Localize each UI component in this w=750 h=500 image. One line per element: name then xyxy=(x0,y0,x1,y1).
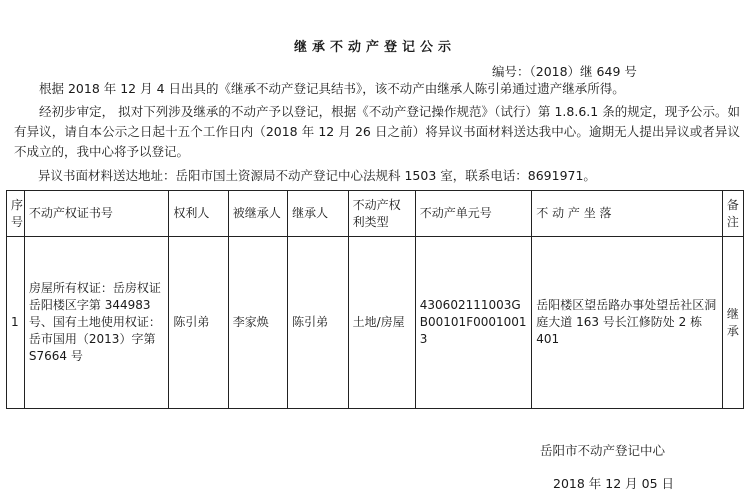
table-header-row xyxy=(7,191,744,237)
paragraph-address: 异议书面材料送达地址：岳阳市国土资源局不动产登记中心法规科 1503 室，联系电话：8691971。 xyxy=(38,168,596,183)
cell-note: 继承 xyxy=(722,237,743,409)
header-unit-number: 不动产单元号 xyxy=(415,191,531,237)
table-row xyxy=(7,237,744,409)
cell-certificate: 房屋所有权证：岳房权证岳阳楼区字第 344983 号、国有土地使用权证：岳市国用（2013）字第 S7664 号 xyxy=(24,237,168,409)
header-note: 备注 xyxy=(722,191,743,237)
cell-index: 1 xyxy=(7,237,25,409)
header-right-type: 不动产权利类型 xyxy=(348,191,415,237)
registration-table xyxy=(6,190,744,409)
cell-decedent: 李家焕 xyxy=(228,237,287,409)
header-certificate: 不动产权证书号 xyxy=(24,191,168,237)
header-owner: 权利人 xyxy=(169,191,228,237)
signature-date: 2018 年 12 月 05 日 xyxy=(553,476,674,491)
cell-right-type: 土地/房屋 xyxy=(348,237,415,409)
doc-number: 编号：（2018）继 649 号 xyxy=(492,64,637,79)
paragraph-basis: 根据 2018 年 12 月 4 日出具的《继承不动产登记具结书》，该不动产由继承人陈引弟通过遗产继承所得。 xyxy=(39,81,625,96)
header-location: 不 动 产 坐 落 xyxy=(532,191,722,237)
cell-heir: 陈引弟 xyxy=(288,237,348,409)
header-index: 序号 xyxy=(7,191,25,237)
notice-title: 继承不动产登记公示 xyxy=(293,40,456,55)
cell-owner: 陈引弟 xyxy=(169,237,228,409)
signature-organization: 岳阳市不动产登记中心 xyxy=(540,443,666,458)
header-decedent: 被继承人 xyxy=(228,191,287,237)
paragraph-review: 经初步审定， 拟对下列涉及继承的不动产予以登记，根据《不动产登记操作规范》（试行）第 1.8.6.1 条的规定，现予公示。如有异议，请自本公示之日起十五个工作日内（2018 年 12 月 26 日之前）将异议书面材料送达我中心。逾期无人提出异议或者异议不成立的，我中心将予以登记。 xyxy=(14,104,740,159)
cell-location: 岳阳楼区望岳路办事处望岳社区洞庭大道 163 号长江修防处 2 栋 401 xyxy=(532,237,722,409)
header-heir: 继承人 xyxy=(288,191,348,237)
cell-unit-number: 430602111003GB00101F00010013 xyxy=(415,237,531,409)
